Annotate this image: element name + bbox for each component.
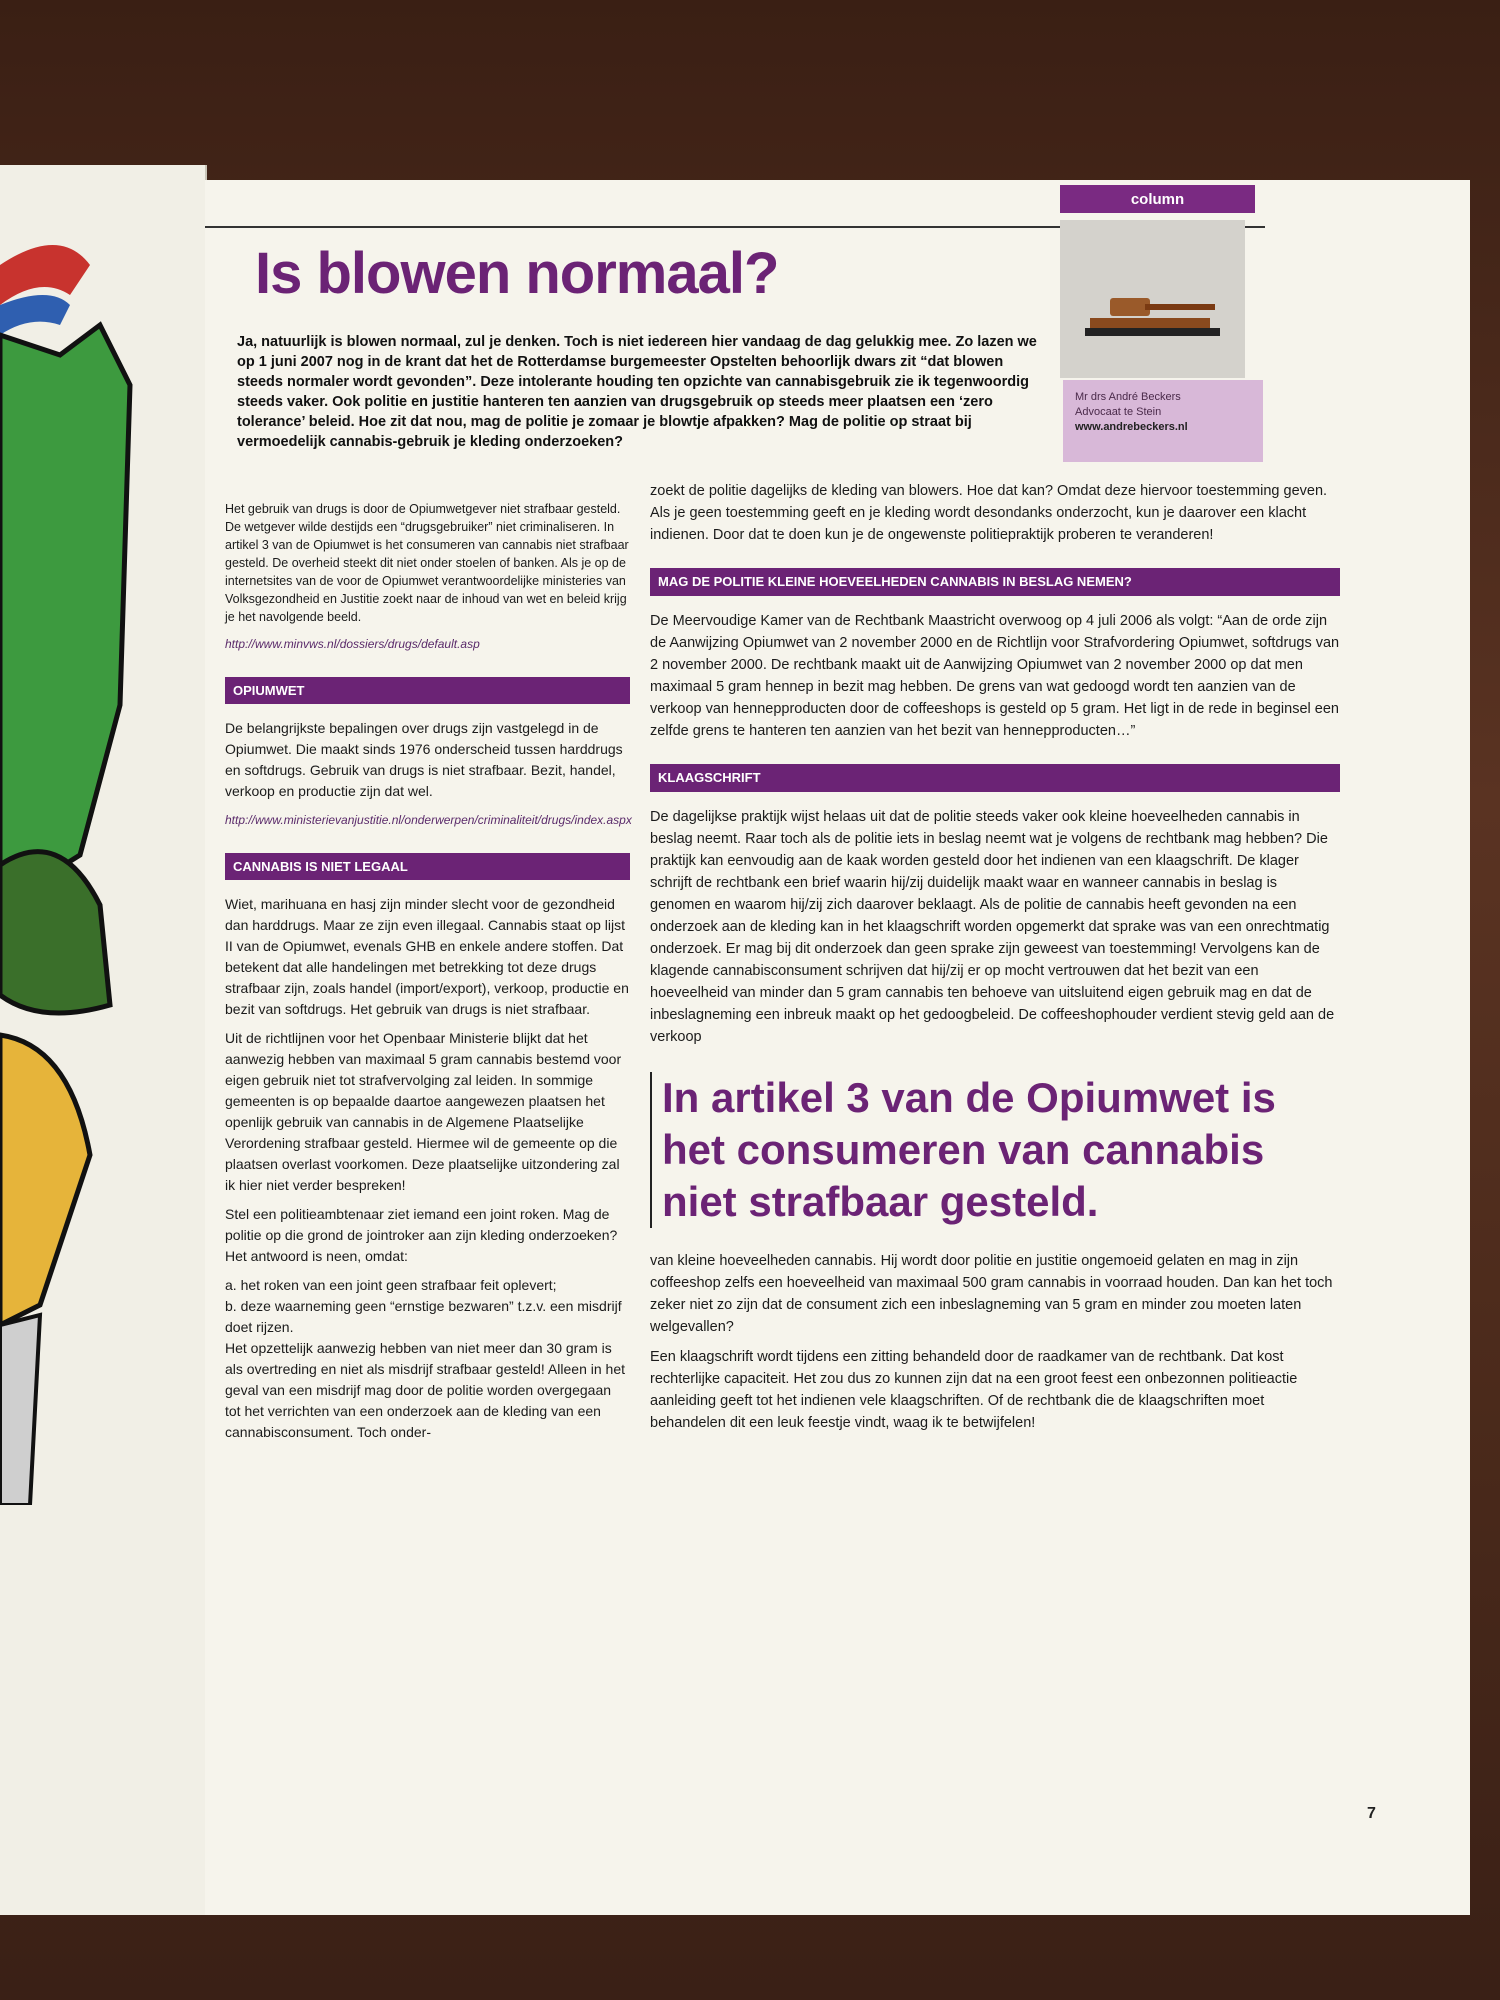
paragraph: Het gebruik van drugs is door de Opiumwetgever niet strafbaar gesteld. De wetgever wilde destijds een “drugsgebruiker” niet criminaliseren. In artikel 3 van de Opiumwet is het consumeren van cannabis niet strafbaar gesteld. De overheid steekt dit niet onder stoelen of banken. Als je op de internetsites van de voor de Opiumwet verantwoordelijke ministeries van Volksgezondheid en Justitie zoekt naar de inhoud van wet en beleid krijg je het navolgende beeld. <box>225 502 629 624</box>
paragraph: van kleine hoeveelheden cannabis. Hij wordt door politie en justitie ongemoeid gelaten en mag in zijn coffeeshop zelfs een hoeveelheid van maximaal 500 gram cannabis in voorraad houden. Dan kan het toch zeker niet zo zijn dat de consument zich een inbeslagneming van 5 gram en minder zou moeten laten welgevallen? <box>650 1253 1333 1335</box>
paragraph: Het opzettelijk aanwezig hebben van niet meer dan 30 gram is als overtreding en niet als misdrijf strafbaar gesteld! Alleen in het geval van een misdrijf mag door de politie worden overgegaan tot het verrichten van een onderzoek aan de kleding van een cannabisconsument. Toch onder- <box>225 1340 625 1440</box>
paragraph: Een klaagschrift wordt tijdens een zitting behandeld door de raadkamer van de rechtbank. Dat kost rechterlijke capaciteit. Het zou dus zo kunnen zijn dat na een groot feest een onbezonnen politieactie aanleiding geeft tot het indienen vele klaagschriften. Of de rechtbank die de klaagschriften moet behandelen dit een leuk feestje vindt, waag ik te betwijfelen! <box>650 1349 1298 1431</box>
section-heading: KLAAGSCHRIFT <box>650 764 1340 792</box>
author-role: Advocaat te Stein <box>1075 406 1162 418</box>
gavel-photo <box>1060 220 1245 378</box>
paragraph: De Meervoudige Kamer van de Rechtbank Maastricht overwoog op 4 juli 2006 als volgt: “Aan de orde zijn de Aanwijzing Opiumwet van 2 november 2000 en de Richtlijn voor Strafvordering Opiumwet, softdrugs van 2 november 2000. De rechtbank maakt uit de Aanwijzing Opiumwet van 2 november 2000 op dat men maximaal 5 gram hennep in bezit mag hebben. De grens van wat gedoogd wordt ten aanzien van de verkoop van hennepproducten door de coffeeshops is gesteld op 5 gram. Het ligt in de rede in beginsel een zelfde grens te hanteren ten aanzien van het bezit van hennepproducten…” <box>650 613 1340 739</box>
left-page-cartoon <box>0 165 207 1915</box>
paragraph: Wiet, marihuana en hasj zijn minder slecht voor de gezondheid dan harddrugs. Maar ze zijn even illegaal. Cannabis staat op lijst II van de Opiumwet, evenals GHB en enkele andere stoffen. Dat betekent dat alle handelingen met betrekking tot deze drugs strafbaar zijn, zoals handel (import/export), verkoop, productie en bezit van softdrugs. Het gebruik van drugs is niet strafbaar. <box>225 896 629 1017</box>
list-item: a. het roken van een joint geen strafbaar feit oplevert; <box>225 1277 557 1293</box>
list-item: b. deze waarneming geen “ernstige bezwaren” t.z.v. een misdrijf doet rijzen. <box>225 1298 622 1335</box>
gavel-icon <box>1060 220 1245 378</box>
pull-quote: In artikel 3 van de Opiumwet is het consumeren van cannabis niet strafbaar gesteld. <box>650 1072 1340 1228</box>
section-heading: MAG DE POLITIE KLEINE HOEVEELHEDEN CANNABIS IN BESLAG NEMEN? <box>650 568 1340 596</box>
section-heading: CANNABIS IS NIET LEGAAL <box>225 853 630 880</box>
link-minvws[interactable]: http://www.minvws.nl/dossiers/drugs/default.asp <box>225 637 480 651</box>
paragraph: De belangrijkste bepalingen over drugs zijn vastgelegd in de Opiumwet. Die maakt sinds 1976 onderscheid tussen harddrugs en softdrugs. Gebruik van drugs is niet strafbaar. Bezit, handel, verkoop en productie zijn dat wel. <box>225 720 623 799</box>
cartoon-illustration <box>0 205 150 1505</box>
section-heading: OPIUMWET <box>225 677 630 704</box>
magazine-page <box>205 180 1470 1915</box>
page-number: 7 <box>1367 1805 1376 1822</box>
author-name: Mr drs André Beckers <box>1075 391 1181 403</box>
right-column <box>650 480 1340 1442</box>
column-tag: column <box>1060 185 1255 213</box>
paragraph: Uit de richtlijnen voor het Openbaar Ministerie blijkt dat het aanwezig hebben van maximaal 5 gram cannabis bestemd voor eigen gebruik niet tot strafvervolging zal leiden. In sommige gemeenten is op bepaalde daartoe aangewezen plaatsen het openlijk gebruik van cannabis in de Algemene Plaatselijke Verordening strafbaar gesteld. Hiermee wil de gemeente op die plaatsen overlast voorkomen. Deze plaatselijke uitzondering zal ik hier niet verder bespreken! <box>225 1030 622 1193</box>
paragraph: zoekt de politie dagelijks de kleding van blowers. Hoe dat kan? Omdat deze hiervoor toestemming geven. Als je geen toestemming geeft en je kleding wordt desondanks onderzocht, kun je daarover een klacht indienen. Door dat te doen kun je de ongewenste politiepraktijk proberen te veranderen! <box>650 483 1328 543</box>
article-intro: Ja, natuurlijk is blowen normaal, zul je denken. Toch is niet iedereen hier vandaag de dag gelukkig mee. Zo lazen we op 1 juni 2007 nog in de krant dat het de Rotterdamse burgemeester Opstelten behoorlijk dwars zit “dat blowen steeds normaler wordt gevonden”. Deze intolerante houding ten opzichte van cannabisgebruik zie ik tegenwoordig steeds vaker. Ook politie en justitie hanteren ten aanzien van drugsgebruik op steeds meer plaatsen een ‘zero tolerance’ beleid. Hoe zit dat nou, mag de politie je zomaar je blowtje afpakken? Mag de politie op straat bij vermoedelijk cannabis-gebruik je kleding onderzoeken? <box>237 334 1037 450</box>
left-column <box>225 500 630 1451</box>
author-box <box>1063 380 1263 462</box>
paragraph: De dagelijkse praktijk wijst helaas uit dat de politie steeds vaker ook kleine hoeveelheden cannabis in beslag neemt. Raar toch als de politie iets in beslag neemt wat je volgens de rechtbank mag hebben? Die praktijk kan eenvoudig aan de kaak worden gesteld door het indienen van een klaagschrift. De klager schrijft de rechtbank een brief waarin hij/zij duidelijk maakt waar en wanneer cannabis in beslag is genomen en waarom hij/zij zich daarover beklaagt. Als de politie de cannabis heeft gevonden na een onderzoek aan de kleding kan in het klaagschrift worden opgemerkt dat sprake was van een onrechtmatig onderzoek. Er mag bij dit onderzoek dan geen sprake zijn geweest van toestemming! Vervolgens kan de klagende cannabisconsument schrijven dat hij/zij er op mocht vertrouwen dat het bezit van een hoeveelheid van minder dan 5 gram cannabis ten behoeve van uitsluitend eigen gebruik mag en dat de inbeslagneming een inbreuk maakt op het gedoogbeleid. De coffeeshophouder verdient stevig geld aan de verkoop <box>650 809 1335 1045</box>
author-url[interactable]: www.andrebeckers.nl <box>1075 421 1188 433</box>
article-title: Is blowen normaal? <box>255 241 779 306</box>
link-justitie[interactable]: http://www.ministerievanjustitie.nl/onderwerpen/criminaliteit/drugs/index.aspx <box>225 813 632 827</box>
paragraph: Stel een politieambtenaar ziet iemand een joint roken. Mag de politie op die grond de jointroker aan zijn kleding onderzoeken? Het antwoord is neen, omdat: <box>225 1206 618 1264</box>
